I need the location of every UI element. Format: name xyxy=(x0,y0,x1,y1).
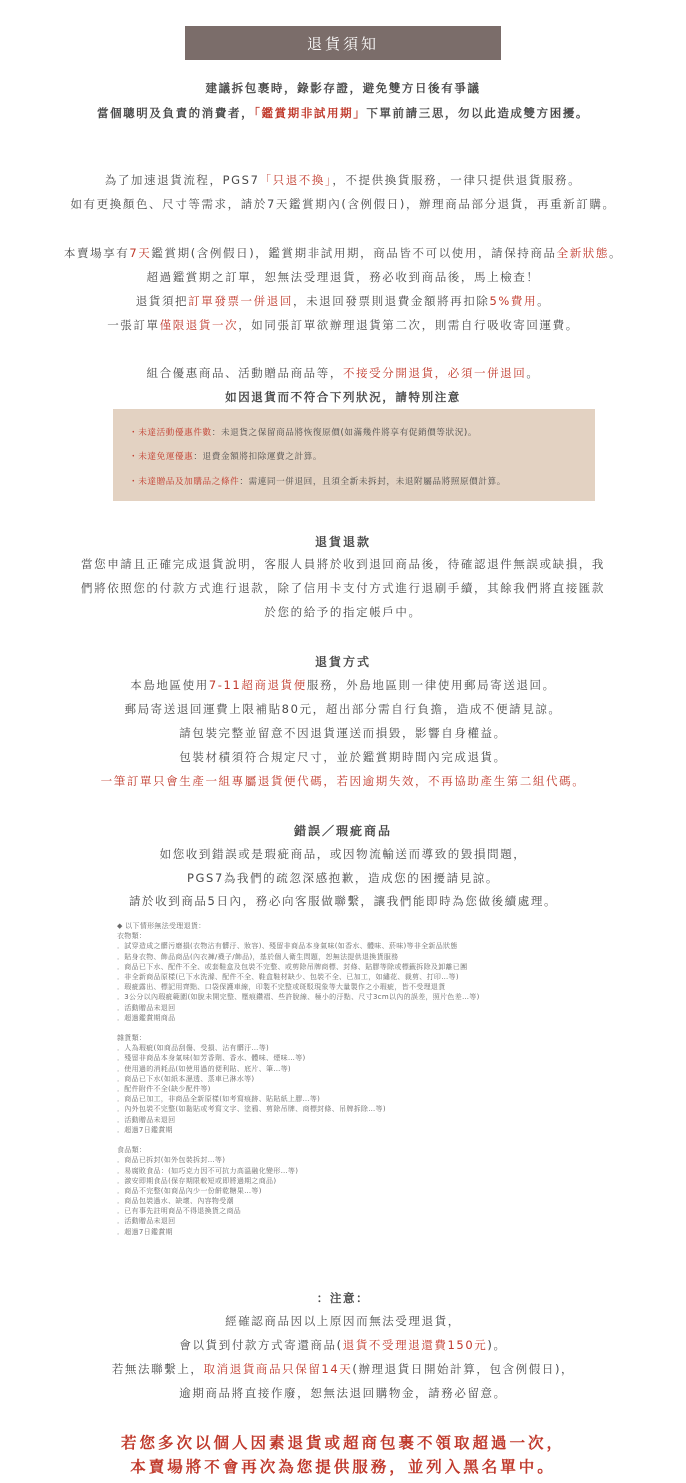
condition-line: ．活動贈品未退回 xyxy=(117,1115,176,1124)
condition-line: ．試穿造成之髒污磨損(衣物沾有髒汙、妝容)、殘留非商品本身氣味(如香水、體味、菸味)等非全新品狀態 xyxy=(117,942,458,951)
defect-heading: 錯誤／瑕疵商品 xyxy=(293,824,392,838)
appreciation-line-2: 超過鑑賞期之訂單，恕無法受理退貨，務必收到商品後，馬上檢查！ xyxy=(146,270,540,284)
intro-line-1: 建議拆包裹時，錄影存證，避免雙方日後有爭議 xyxy=(205,81,481,95)
notes-box xyxy=(113,409,595,501)
condition-line: 衣物類： xyxy=(117,932,147,941)
refund-heading: 退貨退款 xyxy=(314,535,371,549)
appreciation-line-3: 退貨須把訂單發票一併退回，未退回發票則退費金額將再扣除5%費用。 xyxy=(135,294,551,308)
condition-line: ．配件附件不全(缺少配件等) xyxy=(117,1085,211,1093)
attention-line-4: 逾期商品將直接作廢，恕無法退回購物金，請務必留意。 xyxy=(179,1386,507,1400)
warning-line-2: 本賣場將不會再次為您提供服務，並列入黑名單中。 xyxy=(130,1458,556,1476)
condition-line: ．易腐敗食品：(如巧克力因不可抗力高溫融化變形…等) xyxy=(117,1166,299,1175)
condition-line: ．商品已下水(如紙本濕透、蒸車已淋水等) xyxy=(117,1074,255,1083)
condition-line: ．人為瑕疵(如商品刮傷、受損、沾有髒汙…等) xyxy=(117,1044,270,1053)
policy-line-2: 如有更換顏色、尺寸等需求，請於7天鑑賞期內(含例假日)，辦理商品部分退貨，再重新訂購。 xyxy=(70,197,616,211)
attention-heading: ：注意： xyxy=(316,1291,370,1305)
condition-line: ．超過7日鑑賞期 xyxy=(117,1125,173,1134)
method-line-3: 請包裝完整並留意不因退貨運送而損毀，影響自身權益。 xyxy=(179,726,507,740)
condition-line: ．使用過的消耗品(如使用過的便利貼、底片、筆…等) xyxy=(117,1064,291,1073)
condition-line: ．商品已拆封(如外包裝拆封…等) xyxy=(117,1156,226,1165)
appreciation-line-4: 一張訂單僅限退貨一次，如同張訂單欲辦理退貨第二次，則需自行吸收寄回運費。 xyxy=(107,318,579,332)
attention-line-1: 經確認商品因以上原因而無法受理退貨， xyxy=(225,1314,461,1328)
condition-line: ．活動贈品未退回 xyxy=(117,1217,176,1226)
condition-line: ．商品不完整(如商品內少一份餅乾糖果…等) xyxy=(117,1186,262,1195)
condition-line: ．貼身衣物、飾品商品(內衣褲/襪子/飾品)，基於個人衛生問題，恕無法提供退換貨服務 xyxy=(117,952,399,961)
attention-line-3: 若無法聯繫上，取消退貨商品只保留14天(辦理退貨日開始計算，包含例假日)， xyxy=(111,1362,575,1376)
note-item: ・未達活動優惠件數：未退貨之保留商品將恢復原價(如滿幾件將享有促銷價等狀況)。 xyxy=(129,428,478,438)
condition-line: ◆ 以下情形無法受理退貨： xyxy=(117,922,206,930)
condition-line: ．瑕疵露出、標記用齊點、口袋保護車線，印製不完整或斑駁現象等大量製作之小瑕疵，皆不受理退貨 xyxy=(117,983,446,992)
condition-line xyxy=(117,1135,480,1145)
condition-line: ．內外包裝不完整(如黏貼或考寫文字、塗鴉、剪除吊牌、商標封條、吊牌拆除…等) xyxy=(117,1105,386,1114)
method-line-4: 包裝材積須符合規定尺寸，並於鑑賞期時間內完成退貨。 xyxy=(179,750,507,764)
warning-line-1: 若您多次以個人因素退貨或超商包裹不領取超過一次， xyxy=(120,1434,565,1452)
condition-line: ．商品包裝過水、缺壞、內容物受潮 xyxy=(117,1197,234,1206)
attention-line-2: 會以貨到付款方式寄還商品(退貨不受理退還費150元)。 xyxy=(179,1338,507,1352)
condition-line: ．商品已加工，非商品全新原樣(如考寫痕跡、貼貼紙上膠…等) xyxy=(117,1095,321,1104)
condition-line: 食品類： xyxy=(117,1146,147,1155)
condition-line: ．活動贈品未退回 xyxy=(117,1003,176,1012)
condition-line: ．激安即期食品(保存期限較短或即將過期之商品) xyxy=(117,1176,277,1185)
refund-line-3: 於您的給予的指定帳戶中。 xyxy=(264,605,422,619)
appreciation-line-1: 本賣場享有7天鑑賞期(含例假日)，鑑賞期非試用期，商品皆不可以使用，請保持商品全新狀態。 xyxy=(63,246,623,260)
condition-line: ．超過鑑賞期商品 xyxy=(117,1013,176,1022)
method-line-5: 一筆訂單只會生產一組專屬退貨便代碼，若因逾期失效，不再協助產生第二組代碼。 xyxy=(100,774,586,788)
condition-line: ．超過7日鑑賞期 xyxy=(117,1227,173,1236)
note-item: ・未達贈品及加購品之條件：需連同一併退回，且須全新未拆封，未退附屬品將照原價計算。 xyxy=(129,477,506,487)
condition-line: ．殘留非商品本身氣味(如芳香劑、香水、體味、煙味…等) xyxy=(117,1054,306,1063)
method-line-1: 本島地區使用7-11超商退貨便服務，外島地區則一律使用郵局寄送退回。 xyxy=(130,678,556,692)
refund-line-2: 們將依照您的付款方式進行退款，除了信用卡支付方式進行退刷手續，其餘我們將直接匯款 xyxy=(81,581,605,595)
note-item: ・未達免運優惠：退費金額將扣除運費之計算。 xyxy=(129,452,323,462)
policy-line-1: 為了加速退貨流程，PGS7「只退不換」，不提供換貨服務，一律只提供退貨服務。 xyxy=(104,173,582,187)
intro-line-2: 當個聰明及負責的消費者，「鑑賞期非試用期」下單前請三思，勿以此造成雙方困擾。 xyxy=(96,106,590,120)
page-title: 退貨須知 xyxy=(185,26,501,60)
combo-line-1: 組合優惠商品、活動贈品商品等，不接受分開退貨，必須一併退回。 xyxy=(146,366,540,380)
defect-line-3: 請於收到商品5日內，務必向客服做聯繫，讓我們能即時為您做後續處理。 xyxy=(128,894,558,908)
combo-line-2: 如因退貨而不符合下列狀況，請特別注意 xyxy=(225,390,461,404)
condition-line: 雜貨類： xyxy=(117,1034,147,1043)
method-heading: 退貨方式 xyxy=(314,655,371,669)
refund-line-1: 當您申請且正確完成退貨說明，客服人員將於收到退回商品後，待確認退件無誤或缺損，我 xyxy=(81,557,605,571)
method-line-2: 郵局寄送退回運費上限補貼80元，超出部分需自行負擔，造成不便請見諒。 xyxy=(124,702,562,716)
conditions-list xyxy=(117,921,480,1237)
condition-line: ．商品已下水、配件不全、或套鞋盒及包裝不完整、或剪除吊牌商標、封條、貼膠等除或標籤拆除及卸離已團 xyxy=(117,962,468,971)
condition-line xyxy=(117,1023,480,1033)
condition-line: ．已有事先註明商品不得退換貨之商品 xyxy=(117,1207,242,1216)
condition-line: ．非全新商品原樣(已下水洗滌、配件不全、鞋盒鞋材缺少、包裝不全、已加工，如繡花、裁剪、打印…等) xyxy=(117,972,459,981)
defect-line-2: PGS7為我們的疏忽深感抱歉，造成您的困擾請見諒。 xyxy=(187,871,499,885)
condition-line: ．3公分以內瑕疵範圍(如脫未開完整、壓痕鑽褶、些許脫線、極小的汙點、尺寸3cm以內的誤差，照片色差…等) xyxy=(117,993,480,1002)
defect-line-1: 如您收到錯誤或是瑕疵商品，或因物流輸送而導致的毀損問題， xyxy=(159,847,527,861)
